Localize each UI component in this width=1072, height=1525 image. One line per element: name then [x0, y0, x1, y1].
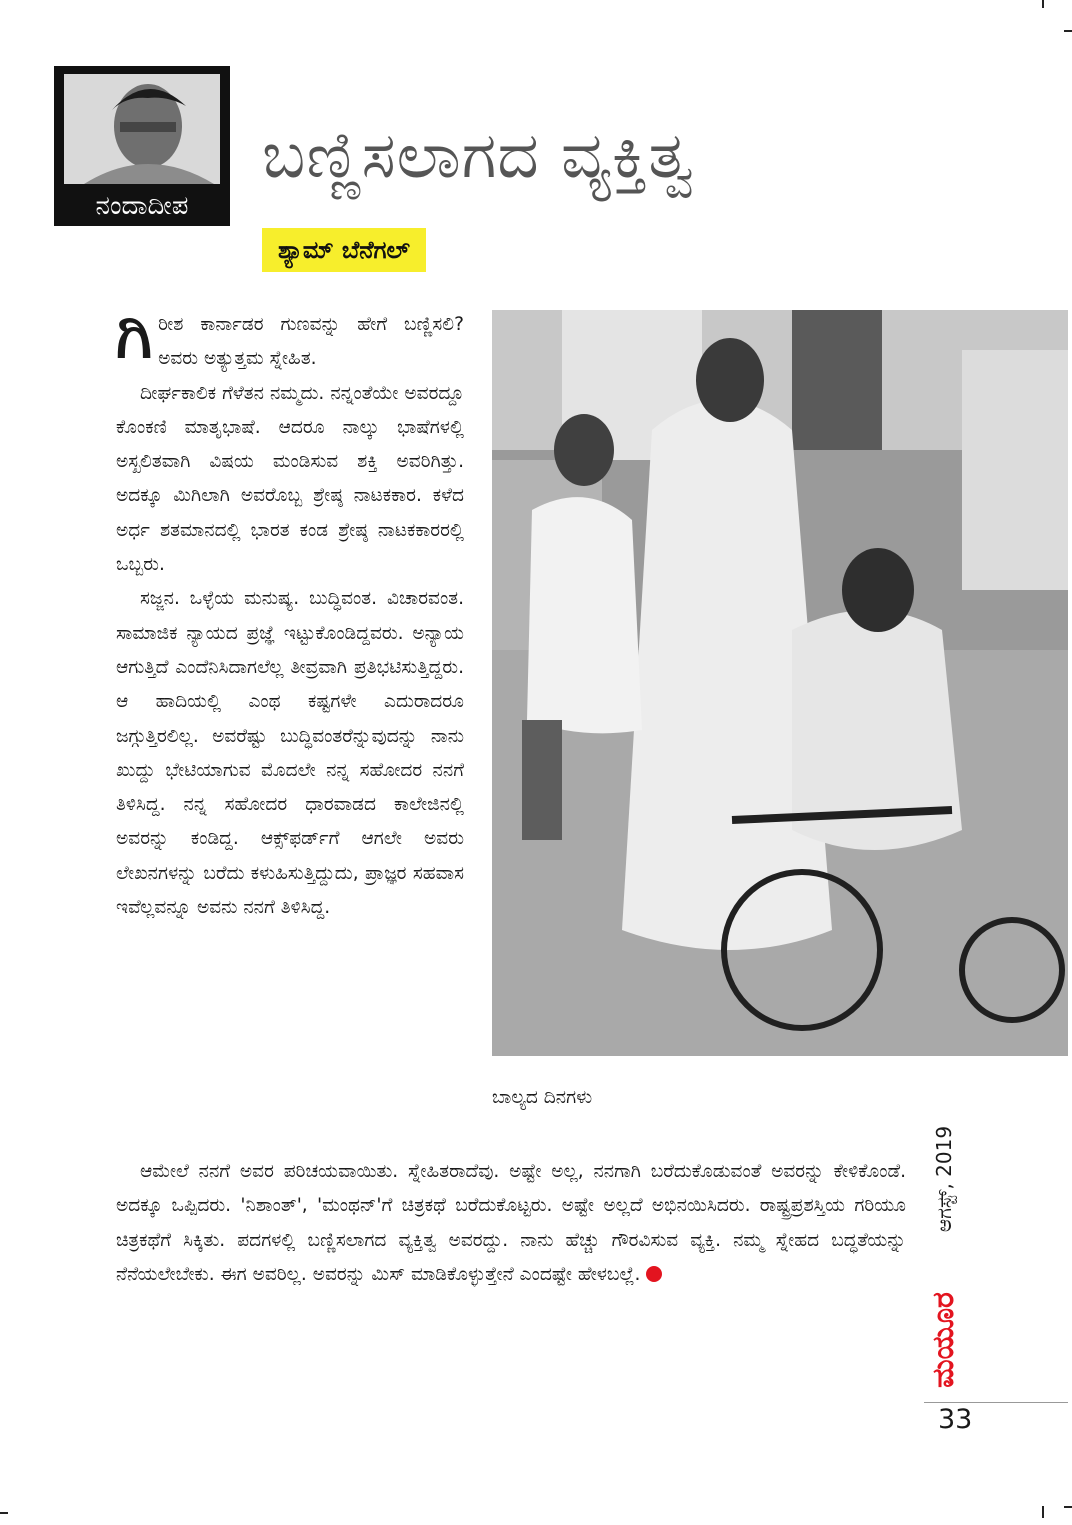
article-text-column [116, 296, 464, 925]
magazine-brand: ಮಯೂರ [926, 1292, 961, 1388]
page-number-rule [924, 1402, 1068, 1403]
article-text-wide [116, 1155, 906, 1292]
column-header [54, 66, 230, 226]
photo-caption: ಬಾಲ್ಯದ ದಿನಗಳು [492, 1087, 593, 1108]
article-paragraph: ದೀರ್ಘಕಾಲಿಕ ಗೆಳೆತನ ನಮ್ಮದು. ನನ್ನಂತೆಯೇ ಅವರದ್ದೂ ಕೊಂಕಣಿ ಮಾತೃಭಾಷೆ. ಆದರೂ ನಾಲ್ಕು ಭಾಷೆಗಳಲ್ಲಿ ಅಸ್ಖಲಿತವಾಗಿ ವಿಷಯ ಮಂಡಿಸುವ ಶಕ್ತಿ ಅವರಿಗಿತ್ತು. ಅದಕ್ಕೂ ಮಿಗಿಲಾಗಿ ಅವರೊಬ್ಬ ಶ್ರೇಷ್ಠ ನಾಟಕಕಾರ. ಕಳೆದ ಅರ್ಧ ಶತಮಾನದಲ್ಲಿ ಭಾರತ ಕಂಡ ಶ್ರೇಷ್ಠ ನಾಟಕಕಾರರಲ್ಲಿ ಒಬ್ಬರು. [116, 382, 464, 576]
crop-mark-right-bottom [1064, 1506, 1072, 1508]
author-byline: ಶ್ಯಾಮ್ ಬೆನೆಗಲ್ [262, 228, 426, 272]
issue-date: ಆಗಸ್ಟ್, 2019 [932, 1125, 956, 1233]
author-portrait [64, 74, 220, 184]
crop-mark-right-top [1064, 30, 1072, 32]
drop-cap: ಗಿ [116, 296, 153, 373]
childhood-photo [492, 310, 1068, 1056]
crop-mark-top [1042, 0, 1044, 8]
magazine-sidebar [924, 1105, 964, 1395]
article-paragraph: ಸಜ್ಜನ. ಒಳ್ಳೆಯ ಮನುಷ್ಯ. ಬುದ್ಧಿವಂತ. ವಿಚಾರವಂತ. ಸಾಮಾಜಿಕ ನ್ಯಾಯದ ಪ್ರಜ್ಞೆ ಇಟ್ಟುಕೊಂಡಿದ್ದವರು. ಅನ್ಯಾಯ ಆಗುತ್ತಿದೆ ಎಂದೆನಿಸಿದಾಗಲೆಲ್ಲ ತೀವ್ರವಾಗಿ ಪ್ರತಿಭಟಿಸುತ್ತಿದ್ದರು. ಆ ಹಾದಿಯಲ್ಲಿ ಎಂಥ ಕಷ್ಟಗಳೇ ಎದುರಾದರೂ ಜಗ್ಗುತ್ತಿರಲಿಲ್ಲ. ಅವರೆಷ್ಟು ಬುದ್ಧಿವಂತರೆನ್ನುವುದನ್ನು ನಾನು ಖುದ್ದು ಭೇಟಿಯಾಗುವ ಮೊದಲೇ ನನ್ನ ಸಹೋದರ ನನಗೆ ತಿಳಿಸಿದ್ದ. ನನ್ನ ಸಹೋದರ ಧಾರವಾಡದ ಕಾಲೇಜಿನಲ್ಲಿ ಅವರನ್ನು ಕಂಡಿದ್ದ. ಆಕ್ಸ್‌ಫರ್ಡ್‌ಗೆ ಆಗಲೇ ಅವರು ಲೇಖನಗಳನ್ನು ಬರೆದು ಕಳುಹಿಸುತ್ತಿದ್ದುದು, ಪ್ರಾಜ್ಞರ ಸಹವಾಸ ಇವೆಲ್ಲವನ್ನೂ ಅವನು ನನಗೆ ತಿಳಿಸಿದ್ದ. [116, 588, 464, 919]
crop-mark-bottom-right [1042, 1506, 1044, 1518]
article-paragraph [116, 296, 464, 377]
column-name: ನಂದಾದೀಪ [95, 191, 189, 221]
page-number: 33 [938, 1404, 973, 1435]
crop-mark-bottom-left [0, 1512, 8, 1514]
paragraph-text: ರೀಶ ಕಾರ್ನಾಡರ ಗುಣವನ್ನು ಹೇಗೆ ಬಣ್ಣಿಸಲಿ? ಅವರು ಅತ್ಯುತ್ತಮ ಸ್ನೇಹಿತ. [158, 314, 464, 370]
article-photo [492, 310, 1068, 1056]
paragraph-text: ಆಮೇಲೆ ನನಗೆ ಅವರ ಪರಿಚಯವಾಯಿತು. ಸ್ನೇಹಿತರಾದೆವು. ಅಷ್ಟೇ ಅಲ್ಲ, ನನಗಾಗಿ ಬರೆದುಕೊಡುವಂತೆ ಅವರನ್ನು ಕೇಳಿಕೊಂಡೆ. ಅದಕ್ಕೂ ಒಪ್ಪಿದರು. 'ನಿಶಾಂತ್', 'ಮಂಥನ್'ಗೆ ಚಿತ್ರಕಥೆ ಬರೆದುಕೊಟ್ಟರು. ಅಷ್ಟೇ ಅಲ್ಲದೆ ಅಭಿನಯಿಸಿದರು. ರಾಷ್ಟ್ರಪ್ರಶಸ್ತಿಯ ಗರಿಯೂ ಚಿತ್ರಕಥೆಗೆ ಸಿಕ್ಕಿತು. ಪದಗಳಲ್ಲಿ ಬಣ್ಣಿಸಲಾಗದ ವ್ಯಕ್ತಿತ್ವ ಅವರದ್ದು. ನಾನು ಹೆಚ್ಚು ಗೌರವಿಸುವ ವ್ಯಕ್ತಿ. ನಮ್ಮ ಸ್ನೇಹದ ಬದ್ಧತೆಯನ್ನು ನೆನೆಯಲೇಬೇಕು. ಈಗ ಅವರಿಲ್ಲ. ಅವರನ್ನು ಮಿಸ್ ಮಾಡಿಕೊಳ್ಳುತ್ತೇನೆ ಎಂದಷ್ಟೇ ಹೇಳಬಲ್ಲೆ. [116, 1161, 906, 1285]
end-of-article-dot [646, 1266, 662, 1282]
article-title: ಬಣ್ಣಿಸಲಾಗದ ವ್ಯಕ್ತಿತ್ವ [262, 119, 695, 193]
portrait-image [64, 74, 220, 184]
article-paragraph [116, 1155, 906, 1292]
